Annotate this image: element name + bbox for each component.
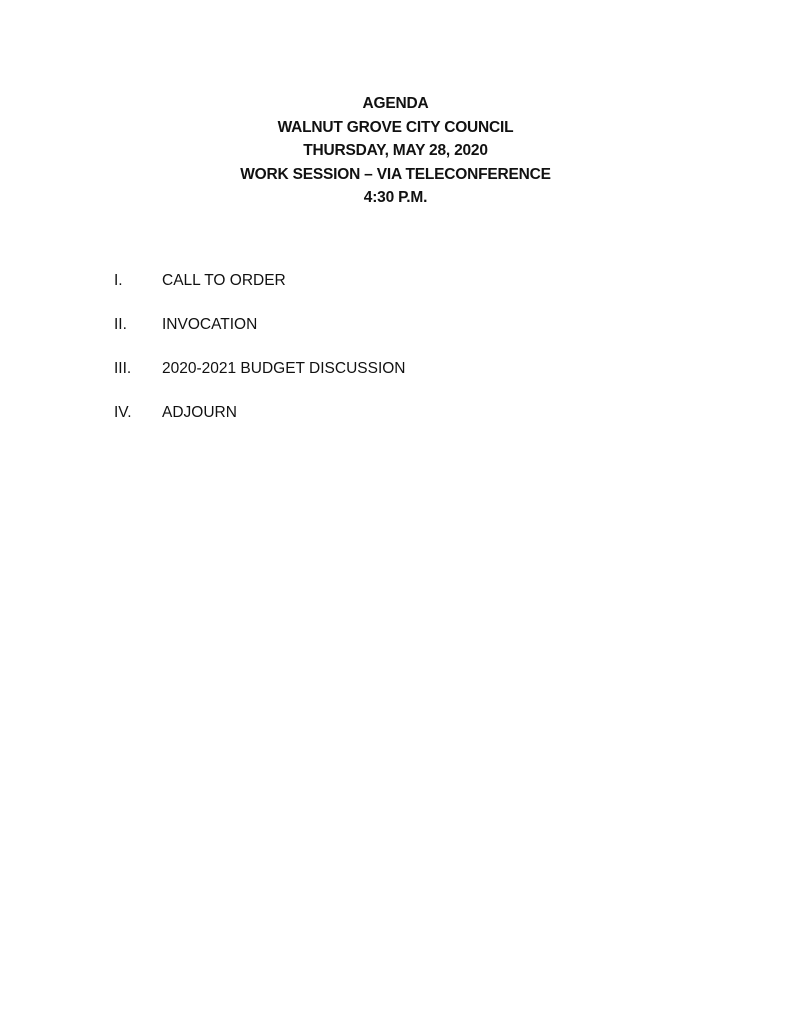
agenda-item-budget-discussion [114, 358, 674, 402]
item-number: III. [114, 360, 132, 377]
item-number: IV. [114, 404, 132, 421]
session-type: WORK SESSION – VIA TELECONFERENCE [240, 165, 551, 183]
item-text: INVOCATION [162, 316, 258, 333]
council-name: WALNUT GROVE CITY COUNCIL [277, 118, 514, 136]
agenda-item-invocation [114, 314, 674, 358]
item-number: II. [114, 316, 127, 333]
agenda-item-call-to-order [114, 270, 674, 314]
item-text: 2020-2021 BUDGET DISCUSSION [162, 360, 406, 377]
agenda-item-adjourn [114, 402, 674, 446]
item-text: CALL TO ORDER [162, 272, 286, 289]
meeting-date: THURSDAY, MAY 28, 2020 [303, 142, 488, 159]
agenda-header [0, 92, 791, 210]
meeting-time: 4:30 P.M. [363, 189, 428, 206]
item-number: I. [114, 272, 123, 289]
item-text: ADJOURN [162, 404, 237, 421]
agenda-list [114, 270, 674, 446]
agenda-title: AGENDA [362, 95, 429, 112]
